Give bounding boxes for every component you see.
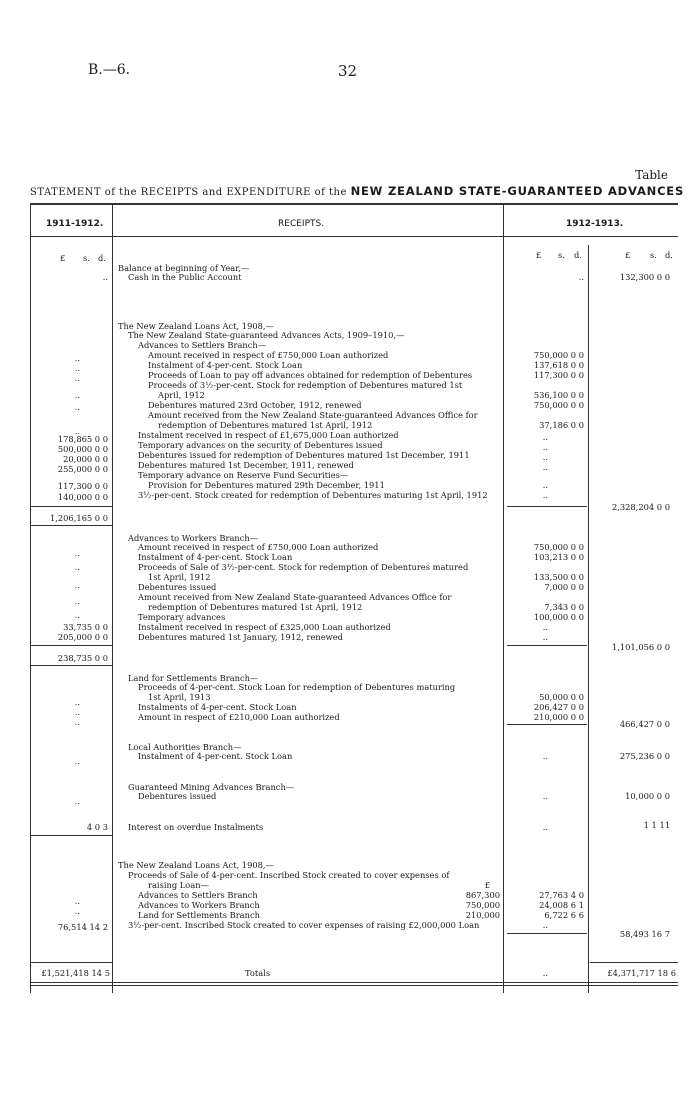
subtotal-rule: [30, 645, 112, 646]
statement-title: [30, 184, 685, 198]
row-mid: 750,000 0 0: [533, 542, 584, 552]
row-text: Amount in respect of £210,000 Loan authorized: [138, 712, 340, 722]
title-emphasis: NEW ZEALAND STATE-GUARANTEED ADVANCES: [350, 184, 685, 198]
column-header-1911: 1911-1912.: [46, 219, 104, 229]
row-text: The New Zealand Loans Act, 1908,—: [118, 321, 274, 331]
row-mid: 117,300 0 0: [533, 370, 584, 380]
row-mid: ..: [542, 822, 548, 832]
row-text: Debentures matured 23rd October, 1912, renewed: [148, 400, 362, 410]
title-prefix: STATEMENT of the RECEIPTS and EXPENDITURE of the: [30, 187, 347, 198]
subtotal-right: 1,101,056 0 0: [611, 642, 670, 652]
row-text: Proceeds of Sale of 3½-per-cent. Stock for redemption of Debentures matured: [138, 562, 469, 572]
row-text: Debentures matured 1st January, 1912, renewed: [138, 632, 343, 642]
row-mid: ..: [578, 272, 584, 282]
row-text: The New Zealand State-guaranteed Advances Acts, 1909–1910,—: [128, 330, 405, 340]
totals-rule-bottom: [30, 982, 678, 983]
row-left: ..: [74, 353, 80, 363]
row-mid: 206,427 0 0: [533, 702, 584, 712]
row-inline: 867,300: [465, 890, 500, 900]
row-text: Advances to Workers Branch—: [128, 533, 259, 543]
header-rule: [30, 236, 678, 237]
receipts-column-divider: [503, 203, 504, 993]
row-left: 500,000 0 0: [57, 444, 108, 454]
row-mid: ..: [542, 432, 548, 442]
row-text: Debentures issued for redemption of Debentures matured 1st December, 1911: [138, 450, 470, 460]
row-mid: ..: [542, 462, 548, 472]
row-left: ..: [74, 390, 80, 400]
subtotal-right: 2,328,204 0 0: [611, 502, 670, 512]
row-left: ..: [74, 548, 80, 558]
row-left: 4 0 3: [86, 822, 108, 832]
row-mid: 750,000 0 0: [533, 350, 584, 360]
subtotal-right: 58,493 16 7: [619, 929, 670, 939]
row-text: April, 1912: [158, 390, 205, 400]
row-text: redemption of Debentures matured 1st April, 1912: [158, 420, 373, 430]
unit-pence: d.: [574, 250, 582, 260]
row-text: Provision for Debentures matured 29th December, 1911: [148, 480, 385, 490]
row-left: ..: [74, 896, 80, 906]
row-left: ..: [74, 562, 80, 572]
row-text: Debentures issued: [138, 791, 217, 801]
row-text: Balance at beginning of Year,—: [118, 263, 250, 273]
row-inline: £: [484, 880, 490, 890]
row-text: Temporary advance on Reserve Fund Securities—: [138, 470, 349, 480]
row-text: Amount received in respect of £750,000 Loan authorized: [148, 350, 389, 360]
unit-pound: £: [536, 250, 542, 260]
row-mid: 6,722 6 6: [544, 910, 584, 920]
row-right: 1 1 11: [643, 820, 670, 830]
row-text: Debentures matured 1st December, 1911, renewed: [138, 460, 354, 470]
row-mid: ..: [542, 751, 548, 761]
row-left: 33,735 0 0: [63, 622, 108, 632]
row-text: 1st April, 1912: [148, 572, 211, 582]
row-mid: ..: [542, 632, 548, 642]
row-left: ..: [102, 272, 108, 282]
subtotal-left: 1,206,165 0 0: [49, 513, 108, 523]
totals-right: £4,371,717 18 6: [607, 968, 676, 978]
row-text: Instalment received in respect of £1,675,000 Loan authorized: [138, 430, 399, 440]
row-left: 117,300 0 0: [57, 481, 108, 491]
page-number: 32: [338, 62, 358, 80]
subtotal-rule: [30, 525, 112, 526]
row-text: Guaranteed Mining Advances Branch—: [128, 782, 295, 792]
row-left: 76,514 14 2: [57, 922, 108, 932]
column-header-receipts: RECEIPTS.: [278, 219, 325, 229]
row-text: Local Authorities Branch—: [128, 742, 242, 752]
subtotal-rule: [30, 506, 112, 507]
subtotal-rule: [507, 645, 587, 646]
totals-rule-top: [30, 962, 112, 963]
row-left: ..: [74, 426, 80, 436]
row-mid: ..: [542, 791, 548, 801]
unit-shilling: s.: [650, 250, 657, 260]
row-text: Proceeds of 4-per-cent. Stock Loan for redemption of Debentures maturing: [138, 682, 456, 692]
row-text: Land for Settlements Branch—: [128, 673, 259, 683]
row-text: Instalment received in respect of £325,000 Loan authorized: [138, 622, 391, 632]
row-left: ..: [74, 707, 80, 717]
row-text: Amount received in respect of £750,000 Loan authorized: [138, 542, 379, 552]
row-text: Advances to Settlers Branch—: [138, 340, 267, 350]
outer-left-border: [30, 203, 31, 993]
row-mid: ..: [542, 920, 548, 930]
row-left: ..: [74, 402, 80, 412]
row-text: Amount received from New Zealand State-guaranteed Advances Office for: [138, 592, 452, 602]
totals-left: £1,521,418 14 5: [41, 968, 110, 978]
row-text: Instalment of 4-per-cent. Stock Loan: [138, 552, 293, 562]
row-left: 140,000 0 0: [57, 492, 108, 502]
unit-pound: £: [60, 253, 66, 263]
subtotal-left: 238,735 0 0: [57, 653, 108, 663]
row-text: Proceeds of Loan to pay off advances obtained for redemption of Debentures: [148, 370, 473, 380]
top-rule: [30, 203, 678, 205]
subtotal-rule: [507, 506, 587, 507]
unit-pence: d.: [665, 250, 673, 260]
row-mid: 27,763 4 0: [539, 890, 584, 900]
row-mid: ..: [542, 622, 548, 632]
row-right: 132,300 0 0: [619, 272, 670, 282]
row-text: Proceeds of Sale of 4-per-cent. Inscribed Stock created to cover expenses of: [128, 870, 450, 880]
row-left: ..: [74, 596, 80, 606]
unit-shilling: s.: [558, 250, 565, 260]
subtotal-right: 466,427 0 0: [619, 719, 670, 729]
row-text: The New Zealand Loans Act, 1908,—: [118, 860, 274, 870]
subtotal-rule: [507, 724, 587, 725]
row-left: ..: [74, 906, 80, 916]
row-mid: 750,000 0 0: [533, 400, 584, 410]
row-mid: 100,000 0 0: [533, 612, 584, 622]
row-mid: 210,000 0 0: [533, 712, 584, 722]
row-mid: 7,000 0 0: [544, 582, 584, 592]
row-mid: 103,213 0 0: [533, 552, 584, 562]
row-text: Instalment of 4-per-cent. Stock Loan: [138, 751, 293, 761]
row-text: Proceeds of 3½-per-cent. Stock for redemption of Debentures matured 1st: [148, 380, 463, 390]
row-left: ..: [74, 610, 80, 620]
row-left: ..: [74, 717, 80, 727]
subtotal-rule: [507, 933, 587, 934]
unit-shilling: s.: [83, 253, 90, 263]
totals-rule-bottom: [30, 985, 678, 986]
row-left: 255,000 0 0: [57, 464, 108, 474]
totals-mid: ..: [542, 968, 548, 978]
row-text: Advances to Workers Branch: [138, 900, 260, 910]
row-text: redemption of Debentures matured 1st April, 1912: [148, 602, 363, 612]
row-text: 3½-per-cent. Inscribed Stock created to cover expenses of raising £2,000,000 Loan: [128, 920, 480, 930]
row-text: 3½-per-cent. Stock created for redemption of Debentures maturing 1st April, 1912: [138, 490, 488, 500]
row-left: ..: [74, 373, 80, 383]
table-label: Table: [635, 168, 668, 182]
row-mid: 37,186 0 0: [539, 420, 584, 430]
page-ref: B.—6.: [88, 62, 131, 78]
row-mid: ..: [542, 442, 548, 452]
column-header-1912: 1912-1913.: [566, 219, 624, 229]
subtotal-rule: [30, 665, 112, 666]
row-text: Instalment of 4-per-cent. Stock Loan: [148, 360, 303, 370]
row-text: Instalments of 4-per-cent. Stock Loan: [138, 702, 297, 712]
subtotal-right: 10,000 0 0: [625, 791, 670, 801]
row-mid: ..: [542, 452, 548, 462]
row-left: 205,000 0 0: [57, 632, 108, 642]
row-left: ..: [74, 697, 80, 707]
row-text: Advances to Settlers Branch: [138, 890, 258, 900]
row-left: ..: [74, 580, 80, 590]
subtotal-right: 275,236 0 0: [619, 751, 670, 761]
totals-label: Totals: [245, 968, 271, 978]
row-left: ..: [74, 756, 80, 766]
row-text: Land for Settlements Branch: [138, 910, 260, 920]
left-column-divider: [112, 203, 113, 993]
row-left: 178,865 0 0: [57, 434, 108, 444]
row-left: 20,000 0 0: [63, 454, 108, 464]
row-text: Debentures issued: [138, 582, 217, 592]
mid-column-divider: [588, 245, 589, 993]
row-inline: 750,000: [465, 900, 500, 910]
row-mid: ..: [542, 490, 548, 500]
row-mid: 7,343 0 0: [544, 602, 584, 612]
row-text: 1st April, 1913: [148, 692, 211, 702]
row-mid: 50,000 0 0: [539, 692, 584, 702]
row-text: Temporary advances: [138, 612, 226, 622]
row-left: ..: [74, 363, 80, 373]
row-mid: 133,500 0 0: [533, 572, 584, 582]
row-text: raising Loan—: [148, 880, 209, 890]
unit-pound: £: [625, 250, 631, 260]
row-text: Cash in the Public Account: [128, 272, 242, 282]
row-text: Temporary advances on the security of Debentures issued: [138, 440, 383, 450]
row-mid: 536,100 0 0: [533, 390, 584, 400]
row-mid: 24,008 6 1: [539, 900, 584, 910]
row-text: Interest on overdue Instalments: [128, 822, 264, 832]
row-mid: 137,618 0 0: [533, 360, 584, 370]
unit-pence: d.: [98, 253, 106, 263]
totals-rule-top: [590, 962, 678, 963]
row-text: Amount received from the New Zealand State-guaranteed Advances Office for: [148, 410, 478, 420]
subtotal-rule: [30, 835, 112, 836]
row-inline: 210,000: [465, 910, 500, 920]
row-mid: ..: [542, 480, 548, 490]
row-left: ..: [74, 796, 80, 806]
